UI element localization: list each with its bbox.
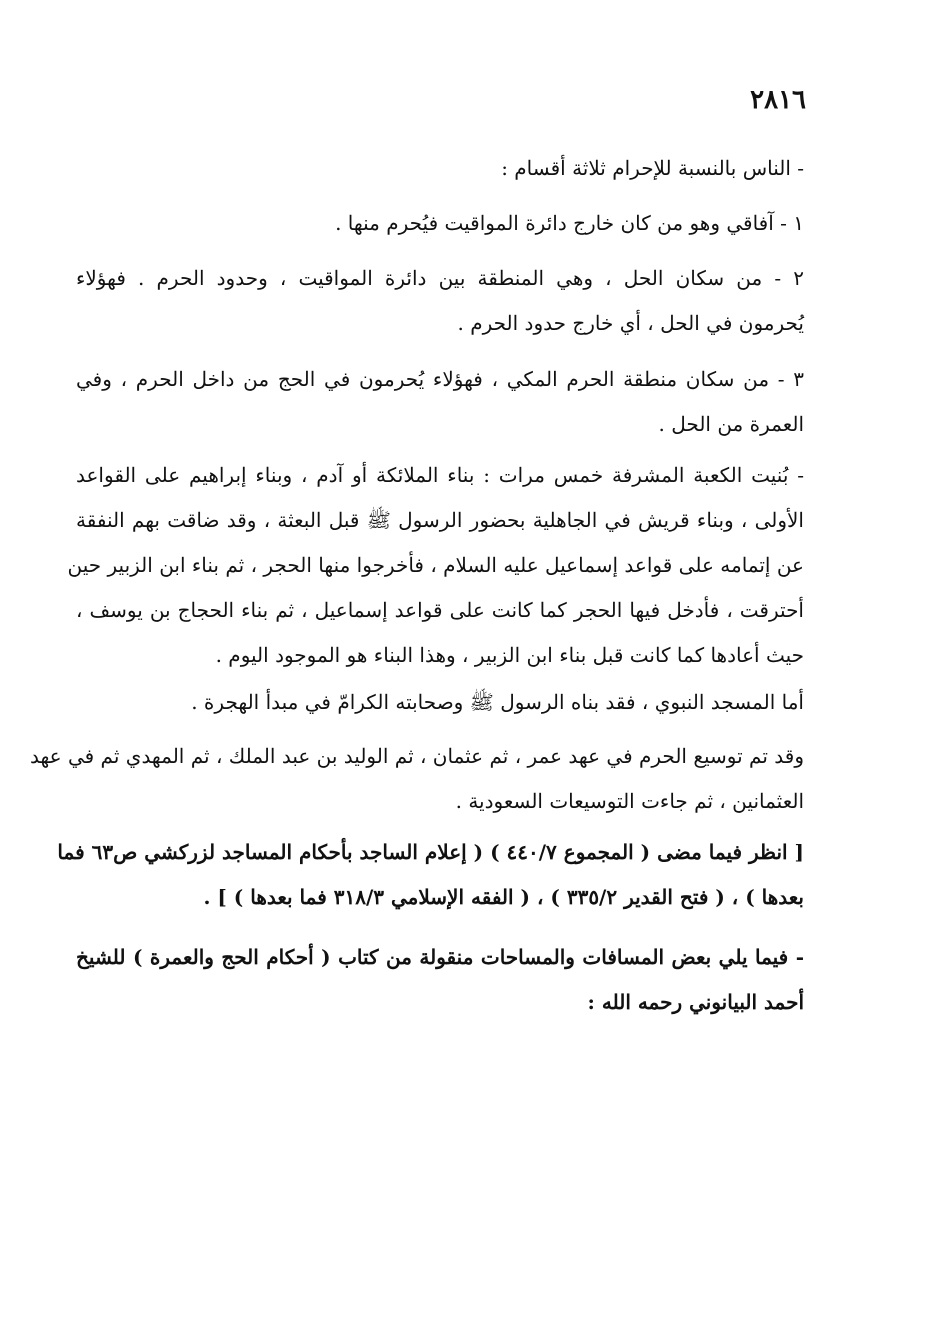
paragraph-distances-intro (76, 935, 804, 1025)
text-line: عن إتمامه على قواعد إسماعيل عليه السلام ، فأخرجوا منها الحجر ، ثم بناء ابن الزبير حين (67, 553, 804, 577)
text-line: الأولى ، وبناء قريش في الجاهلية بحضور الرسول ﷺ قبل البعثة ، وقد ضاقت بهم النفقة (76, 508, 804, 532)
paragraph-prophet-mosque (76, 680, 804, 725)
text-line: - فيما يلي بعض المسافات والمساحات منقولة من كتاب ( أحكام الحج والعمرة ) للشيخ (76, 945, 804, 969)
page-number: ٢٨١٦ (750, 85, 806, 115)
text-line: بعدها ) ، ( فتح القدير ٣٣٥/٢ ) ، ( الفقه الإسلامي ٣١٨/٣ فما بعدها ) ] . (203, 885, 804, 909)
text-line: - بُنيت الكعبة المشرفة خمس مرات : بناء الملائكة أو آدم ، وبناء إبراهيم على القواعد (76, 463, 804, 487)
paragraph-kaaba-construction (67, 453, 804, 678)
text-line: يُحرمون في الحل ، أي خارج حدود الحرم . (457, 311, 804, 335)
paragraph-intro (76, 146, 804, 191)
paragraph-item-3 (76, 357, 804, 447)
text-line: ٣ - من سكان منطقة الحرم المكي ، فهؤلاء يُحرمون في الحج من داخل الحرم ، وفي (76, 367, 804, 391)
text-line: أما المسجد النبوي ، فقد بناه الرسول ﷺ وصحابته الكرامّ في مبدأ الهجرة . (191, 690, 804, 714)
text-line: - الناس بالنسبة للإحرام ثلاثة أقسام : (501, 156, 804, 180)
text-line: أحمد البيانوني رحمه الله : (587, 990, 804, 1014)
text-line: ٢ - من سكان الحل ، وهي المنطقة بين دائرة المواقيت ، وحدود الحرم . فهؤلاء (76, 266, 804, 290)
text-line: العثمانين ، ثم جاءت التوسيعات السعودية . (455, 789, 804, 813)
text-line: أحترقت ، فأدخل فيها الحجر كما كانت على قواعد إسماعيل ، ثم بناء الحجاج بن يوسف ، (76, 598, 804, 622)
text-line: حيث أعادها كما كانت قبل بناء ابن الزبير ، وهذا البناء هو الموجود اليوم . (215, 643, 804, 667)
text-line: [ انظر فيما مضى ( المجموع ٤٤٠/٧ ) ( إعلام الساجد بأحكام المساجد لزركشي ص٦٣ فما (57, 840, 804, 864)
text-line: العمرة من الحل . (658, 412, 804, 436)
paragraph-item-2 (76, 256, 804, 346)
text-line: ١ - آفاقي وهو من كان خارج دائرة المواقيت فيُحرم منها . (335, 211, 804, 235)
text-line: وقد تم توسيع الحرم في عهد عمر ، ثم عثمان ، ثم الوليد بن عبد الملك ، ثم المهدي ثم في عهد (29, 744, 804, 768)
paragraph-item-1 (76, 201, 804, 246)
paragraph-expansions (29, 734, 804, 824)
paragraph-references (57, 830, 804, 920)
